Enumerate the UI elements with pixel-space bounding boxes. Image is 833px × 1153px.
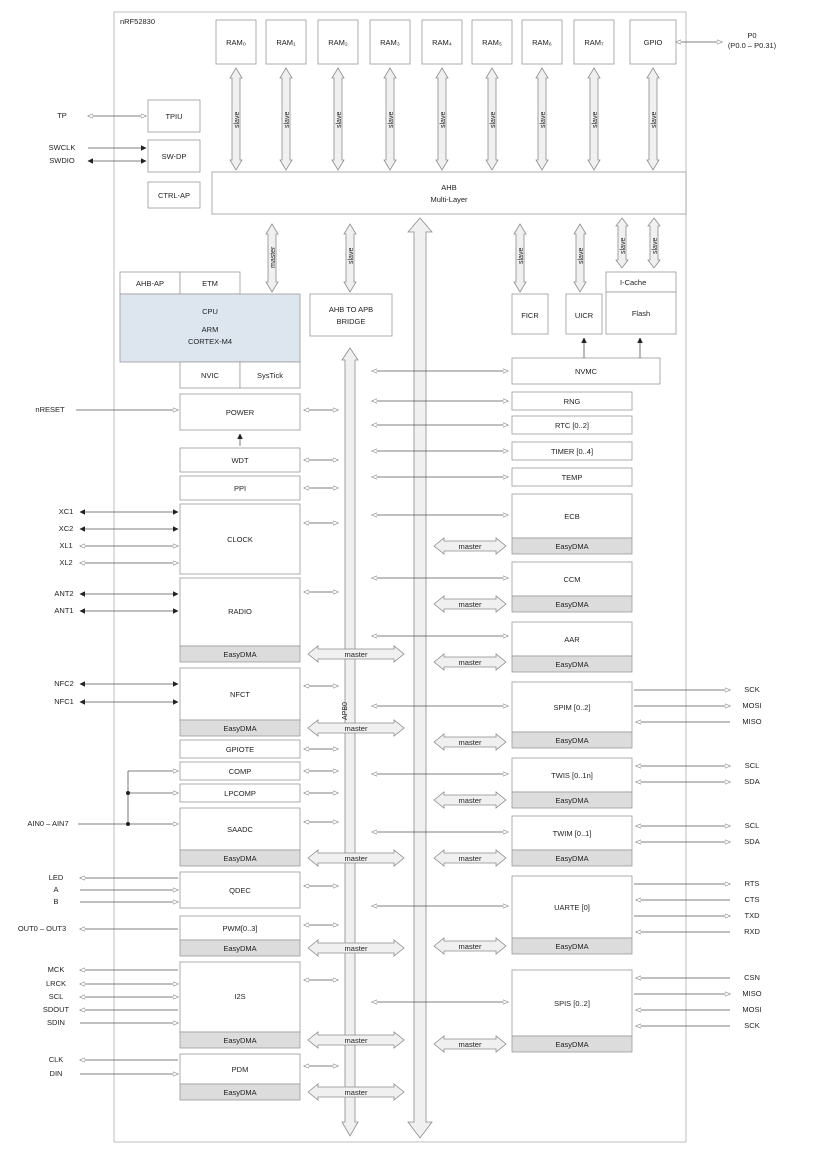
flash-cache-label: I-Cache [620, 278, 647, 287]
master-arrow-label: master [458, 854, 482, 863]
cpu-title: CPU [202, 307, 218, 316]
right-master-arrows [434, 538, 506, 1052]
pin-led: LED [48, 873, 64, 882]
ecb-label: ECB [564, 512, 580, 521]
pin-sdout: SDOUT [42, 1005, 70, 1014]
pdm-easydma-label: EasyDMA [223, 1088, 257, 1097]
master-arrow-label: master [344, 854, 368, 863]
slave-arrow-label: slave [234, 111, 241, 128]
i2s-label: I2S [234, 992, 246, 1001]
pwm-easydma-label: EasyDMA [223, 944, 257, 953]
spis-label: SPIS [0..2] [554, 999, 590, 1008]
pin-a: A [53, 885, 59, 894]
pin-mck: MCK [47, 965, 65, 974]
twis-easydma-label: EasyDMA [555, 796, 589, 805]
slave-arrow-label: slave [651, 111, 658, 128]
pin-scl: SCL [48, 992, 64, 1001]
nfct-easydma-label: EasyDMA [223, 724, 257, 733]
apb-label: APB0 [342, 702, 349, 720]
qdec-label: QDEC [229, 886, 251, 895]
bridge-line2: BRIDGE [336, 317, 366, 326]
ram-4-label: RAM₄ [432, 38, 452, 47]
flash-slave-label: slave [620, 237, 627, 254]
pin-uarte-rxd: RXD [744, 927, 760, 936]
slave-arrow-label: slave [540, 111, 547, 128]
comp-label: COMP [228, 767, 252, 776]
temp-label: TEMP [561, 473, 583, 482]
pin-lrck: LRCK [45, 979, 67, 988]
ppi-label: PPI [233, 484, 247, 493]
ram-6-label: RAM₆ [532, 38, 552, 47]
radio-label: RADIO [228, 607, 252, 616]
nvic-label: NVIC [201, 371, 219, 380]
main-bus [408, 218, 432, 1138]
gpiote-label: GPIOTE [225, 745, 255, 754]
ecb-easydma-label: EasyDMA [555, 542, 589, 551]
slave-arrow-label: slave [284, 111, 291, 128]
junction-dot [126, 791, 130, 795]
pin-ant2: ANT2 [54, 589, 74, 598]
spis-easydma-label: EasyDMA [555, 1040, 589, 1049]
right-apb-links [372, 371, 508, 1002]
ram-0-label: RAM₀ [226, 38, 246, 47]
pin-swdio: SWDIO [49, 156, 75, 165]
master-arrow-label: master [344, 1088, 368, 1097]
master-arrow-label: master [344, 650, 368, 659]
ram-slave-arrows [230, 68, 659, 170]
etm-label: ETM [202, 279, 218, 288]
slave-arrow-label: slave [440, 111, 447, 128]
pin-nreset: nRESET [35, 405, 65, 414]
pin-xc1: XC1 [58, 507, 74, 516]
junction-dot [126, 822, 130, 826]
saadc-label: SAADC [227, 825, 253, 834]
master-arrow-label: master [458, 738, 482, 747]
chip-name: nRF52830 [120, 17, 156, 26]
gpio-port-name: P0 [747, 31, 757, 40]
master-arrow-label: master [458, 542, 482, 551]
spim-easydma-label: EasyDMA [555, 736, 589, 745]
pin-twim-scl: SCL [744, 821, 760, 830]
pin-twis-sda: SDA [744, 777, 760, 786]
master-arrow-label: master [344, 1036, 368, 1045]
left-apb-links [304, 410, 338, 1066]
cpu-line3: CORTEX-M4 [187, 337, 233, 346]
master-arrow-label: master [458, 1040, 482, 1049]
flash-slave-label: slave [652, 237, 659, 254]
systick-label: SysTick [257, 371, 283, 380]
saadc-easydma-label: EasyDMA [223, 854, 257, 863]
pin-sdin: SDIN [47, 1018, 65, 1027]
left-pins [18, 405, 178, 1078]
nvmc-label: NVMC [574, 367, 598, 376]
ahb-apb-bridge [310, 294, 392, 336]
twim-easydma-label: EasyDMA [555, 854, 589, 863]
master-arrow-label: master [458, 600, 482, 609]
pin-uarte-txd: TXD [744, 911, 760, 920]
bridge-line1: AHB TO APB [328, 305, 374, 314]
ram-3-label: RAM₃ [380, 38, 400, 47]
ccm-label: CCM [563, 575, 581, 584]
ram-5-label: RAM₅ [482, 38, 502, 47]
lpcomp-label: LPCOMP [224, 789, 256, 798]
uarte-label: UARTE [0] [554, 903, 590, 912]
pin-uarte-rts: RTS [744, 879, 760, 888]
ctrlap-label: CTRL-AP [157, 191, 191, 200]
slave-arrow-label: slave [490, 111, 497, 128]
spim-label: SPIM [0..2] [553, 703, 591, 712]
pin-spim-sck: SCK [744, 685, 760, 694]
master-arrow-label: master [458, 658, 482, 667]
gpio-port-range: (P0.0 – P0.31) [727, 41, 777, 50]
ahbap-label: AHB-AP [136, 279, 164, 288]
master-arrow-label: master [458, 942, 482, 951]
flash-label: Flash [631, 309, 651, 318]
pin-swclk: SWCLK [48, 143, 76, 152]
aar-easydma-label: EasyDMA [555, 660, 589, 669]
uarte-easydma-label: EasyDMA [555, 942, 589, 951]
pin-spim-mosi: MOSI [742, 701, 762, 710]
gpio-label: GPIO [643, 38, 663, 47]
ficr-slave-label: slave [518, 247, 525, 264]
timer-label: TIMER [0..4] [550, 447, 594, 456]
master-arrow-label: master [458, 796, 482, 805]
pin-spis-csn: CSN [744, 973, 760, 982]
cpu-master-label: master [270, 246, 277, 268]
pin-spim-miso: MISO [742, 717, 762, 726]
pin-spis-miso: MISO [742, 989, 762, 998]
rng-label: RNG [563, 397, 581, 406]
rtc-label: RTC [0..2] [554, 421, 590, 430]
bridge-slave-label: slave [348, 247, 355, 264]
pin-b: B [53, 897, 59, 906]
pin-ain: AIN0 – AIN7 [27, 819, 69, 828]
pdm-label: PDM [231, 1065, 249, 1074]
apb-bus [342, 348, 358, 1136]
right-pins [634, 685, 762, 1030]
pin-spis-sck: SCK [744, 1021, 760, 1030]
swdp-label: SW-DP [161, 152, 187, 161]
ficr-label: FICR [521, 311, 539, 320]
nfct-label: NFCT [230, 690, 250, 699]
ahb-line1: AHB [441, 183, 457, 192]
pin-tp: TP [57, 111, 67, 120]
ahb-multilayer [212, 172, 686, 214]
twim-label: TWIM [0..1] [552, 829, 592, 838]
cpu-line2: ARM [201, 325, 219, 334]
slave-arrow-label: slave [336, 111, 343, 128]
left-master-arrows [308, 646, 404, 1100]
pin-clk: CLK [48, 1055, 64, 1064]
pin-uarte-cts: CTS [744, 895, 760, 904]
pin-spis-mosi: MOSI [742, 1005, 762, 1014]
pin-nfc2: NFC2 [54, 679, 74, 688]
pin-twim-sda: SDA [744, 837, 760, 846]
twis-label: TWIS [0..1n] [551, 771, 593, 780]
radio-easydma-label: EasyDMA [223, 650, 257, 659]
pin-xl1: XL1 [59, 541, 73, 550]
pwm-label: PWM[0..3] [222, 924, 258, 933]
slave-arrow-label: slave [388, 111, 395, 128]
tpiu-label: TPIU [165, 112, 183, 121]
power-label: POWER [225, 408, 255, 417]
master-arrow-label: master [344, 724, 368, 733]
clock-label: CLOCK [227, 535, 253, 544]
ram-7-label: RAM₇ [584, 38, 604, 47]
wdt-label: WDT [231, 456, 249, 465]
ahb-line2: Multi-Layer [430, 195, 468, 204]
ram-1-label: RAM₁ [276, 38, 296, 47]
ram-row [216, 20, 676, 64]
uicr-slave-label: slave [578, 247, 585, 264]
master-arrow-label: master [344, 944, 368, 953]
slave-arrow-label: slave [592, 111, 599, 128]
uicr-label: UICR [574, 311, 594, 320]
ram-2-label: RAM₂ [328, 38, 348, 47]
aar-label: AAR [564, 635, 580, 644]
pin-xc2: XC2 [58, 524, 74, 533]
ccm-easydma-label: EasyDMA [555, 600, 589, 609]
pin-out: OUT0 – OUT3 [17, 924, 67, 933]
i2s-easydma-label: EasyDMA [223, 1036, 257, 1045]
pin-nfc1: NFC1 [54, 697, 74, 706]
pin-ant1: ANT1 [54, 606, 74, 615]
pin-din: DIN [49, 1069, 63, 1078]
pin-xl2: XL2 [59, 558, 73, 567]
pin-twis-scl: SCL [744, 761, 760, 770]
